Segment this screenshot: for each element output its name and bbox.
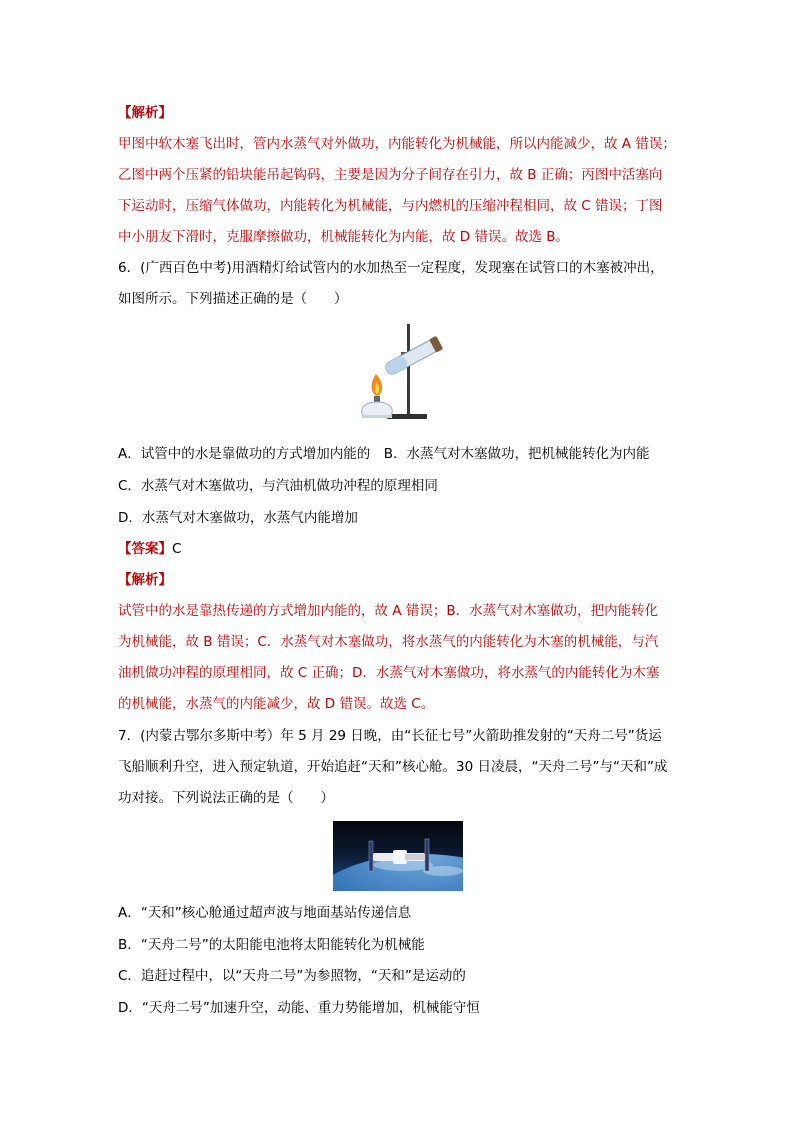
analysis-heading: 【解析】 (118, 105, 172, 121)
analysis-line: 乙图中两个压紧的铅块能吊起钩码，主要是因为分子间存在引力，故 B 正确；丙图中活塞向 (118, 167, 663, 183)
space-station-docking-photo (333, 821, 463, 891)
analysis-line: 下运动时，压缩气体做功，内能转化为机械能，与内燃机的压缩冲程相同，故 C 错误；丁图 (118, 198, 663, 214)
alcohol-lamp-test-tube-figure (343, 322, 443, 426)
question-6-stem: 如图所示。下列描述正确的是（ ） (118, 291, 348, 307)
question-7-stem: 功对接。下列说法正确的是（ ） (118, 790, 334, 806)
question-7-option-a: A．“天和”核心舱通过超声波与地面基站传递信息 (118, 905, 412, 921)
analysis-line: 为机械能，故 B 错误；C．水蒸气对木塞做功，将水蒸气的内能转化为木塞的机械能，与汽 (118, 634, 659, 650)
analysis-heading: 【解析】 (118, 572, 172, 588)
analysis-line: 的机械能，水蒸气的内能减少，故 D 错误。故选 C。 (118, 696, 435, 712)
question-6-option-c: C．水蒸气对木塞做功，与汽油机做功冲程的原理相同 (118, 478, 438, 494)
answer-label: 【答案】 (118, 541, 172, 557)
question-7-option-b: B．“天舟二号”的太阳能电池将太阳能转化为机械能 (118, 937, 425, 953)
analysis-line: 甲图中软木塞飞出时，管内水蒸气对外做功，内能转化为机械能，所以内能减少，故 A 错误； (118, 136, 676, 152)
question-7-stem: 飞船顺利升空，进入预定轨道，开始追赶“天和”核心舱。30 日凌晨，“天舟二号”与“天和”成 (118, 759, 668, 775)
question-7-stem: 7．(内蒙古鄂尔多斯中考）年 5 月 29 日晚，由“长征七号”火箭助推发射的“天舟二号”货运 (118, 728, 662, 744)
analysis-line: 中小朋友下滑时，克服摩擦做功，机械能转化为内能，故 D 错误。故选 B。 (118, 229, 570, 245)
answer-value: C (172, 541, 182, 557)
question-7-option-c: C．追赶过程中，以“天舟二号”为参照物，“天和”是运动的 (118, 968, 466, 984)
analysis-line: 油机做功冲程的原理相同，故 C 正确；D．水蒸气对木塞做功，将水蒸气的内能转化为木塞 (118, 665, 660, 681)
question-6-option-d: D．水蒸气对木塞做功，水蒸气内能增加 (118, 510, 358, 526)
question-7-option-d: D．“天舟二号”加速升空，动能、重力势能增加，机械能守恒 (118, 1000, 480, 1016)
question-6-stem: 6．(广西百色中考)用酒精灯给试管内的水加热至一定程度，发现塞在试管口的木塞被冲出， (118, 260, 664, 276)
question-6-option-a-b: A．试管中的水是靠做功的方式增加内能的 B．水蒸气对木塞做功，把机械能转化为内能 (118, 446, 650, 462)
analysis-line: 试管中的水是靠热传递的方式增加内能的，故 A 错误；B．水蒸气对木塞做功，把内能转化 (118, 603, 659, 619)
answer-row (118, 539, 181, 559)
